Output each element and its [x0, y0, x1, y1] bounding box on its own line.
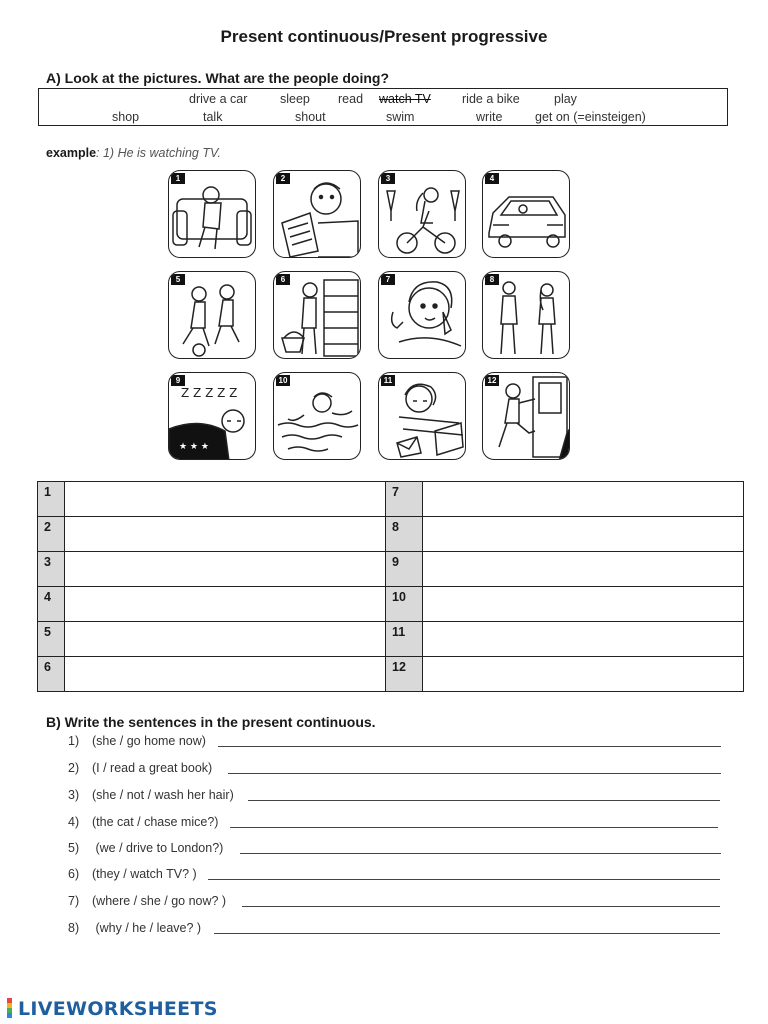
girl-writing-letter-icon	[379, 373, 466, 460]
page-title: Present continuous/Present progressive	[220, 27, 548, 46]
item-number: 2)	[68, 761, 80, 775]
answer-cell[interactable]	[65, 482, 386, 517]
answer-cell[interactable]	[423, 587, 744, 622]
answer-line[interactable]	[248, 800, 720, 801]
word: talk	[203, 110, 223, 124]
footer-logo[interactable]	[4, 996, 218, 1022]
man-driving-car-icon	[483, 171, 570, 258]
item-number: 3)	[68, 788, 80, 802]
picture-number: 5	[171, 274, 185, 285]
picture-4	[482, 170, 570, 258]
picture-5	[168, 271, 256, 359]
example-line	[46, 146, 221, 160]
row-number: 5	[38, 622, 65, 657]
item-prompt: (they / watch TV? )	[92, 867, 197, 881]
picture-number: 8	[485, 274, 499, 285]
item-number: 1)	[68, 734, 80, 748]
answer-cell[interactable]	[423, 482, 744, 517]
answer-cell[interactable]	[423, 622, 744, 657]
picture-8	[482, 271, 570, 359]
answer-line[interactable]	[214, 933, 720, 934]
item-number: 6)	[68, 867, 80, 881]
answer-cell[interactable]	[423, 552, 744, 587]
item-prompt: (why / he / leave? )	[92, 921, 202, 935]
item-prompt: (we / drive to London?)	[92, 841, 224, 855]
row-number: 12	[386, 657, 423, 692]
table-row	[38, 657, 744, 692]
answer-cell[interactable]	[65, 657, 386, 692]
row-number: 9	[386, 552, 423, 587]
people-talking-icon	[483, 272, 570, 359]
picture-number: 1	[171, 173, 185, 184]
item-prompt: (where / she / go now? )	[92, 894, 227, 908]
man-reading-magazine-icon	[274, 171, 361, 258]
row-number: 1	[38, 482, 65, 517]
answer-cell[interactable]	[65, 587, 386, 622]
table-row	[38, 552, 744, 587]
table-row	[38, 517, 744, 552]
sentence-item	[68, 815, 218, 829]
picture-3	[378, 170, 466, 258]
man-in-armchair-icon	[169, 171, 256, 258]
picture-10	[273, 372, 361, 460]
item-number: 7)	[68, 894, 80, 908]
person-swimming-icon	[274, 373, 361, 460]
person-sleeping-icon	[169, 373, 256, 460]
picture-1	[168, 170, 256, 258]
answer-line[interactable]	[228, 773, 721, 774]
table-row	[38, 622, 744, 657]
word: shop	[112, 110, 140, 124]
word: get on (=einsteigen)	[535, 110, 646, 124]
word-box	[38, 88, 728, 126]
example-text: : 1) He is watching TV.	[96, 146, 221, 160]
boys-playing-football-icon	[169, 272, 256, 359]
answer-line[interactable]	[230, 827, 718, 828]
answer-line[interactable]	[208, 879, 720, 880]
row-number: 10	[386, 587, 423, 622]
man-shopping-icon	[274, 272, 361, 359]
sentence-item	[68, 841, 223, 855]
sentence-item	[68, 788, 234, 802]
item-prompt: (the cat / chase mice?)	[92, 815, 219, 829]
brand-name: LIVEWORKSHEETS	[18, 998, 218, 1020]
picture-12	[482, 372, 570, 460]
answer-cell[interactable]	[423, 657, 744, 692]
row-number: 7	[386, 482, 423, 517]
picture-number: 9	[171, 375, 185, 386]
picture-11	[378, 372, 466, 460]
answer-line[interactable]	[240, 853, 721, 854]
row-number: 2	[38, 517, 65, 552]
answer-table	[37, 481, 744, 692]
table-row	[38, 482, 744, 517]
item-number: 5)	[68, 841, 80, 855]
answer-cell[interactable]	[65, 517, 386, 552]
picture-7	[378, 271, 466, 359]
section-a-heading: A) Look at the pictures. What are the people doing?	[46, 70, 390, 86]
picture-number: 6	[276, 274, 290, 285]
item-prompt: (she / not / wash her hair)	[92, 788, 234, 802]
answer-line[interactable]	[242, 906, 720, 907]
man-getting-on-train-icon	[483, 373, 570, 460]
word: shout	[295, 110, 326, 124]
item-number: 4)	[68, 815, 80, 829]
svg-text:Z Z Z Z Z: Z Z Z Z Z	[181, 386, 238, 400]
answer-line[interactable]	[218, 746, 721, 747]
row-number: 11	[386, 622, 423, 657]
item-prompt: (she / go home now)	[92, 734, 206, 748]
word-struck-example: watch TV	[379, 92, 431, 106]
sentence-item	[68, 867, 197, 881]
example-label: example	[46, 146, 97, 160]
answer-cell[interactable]	[423, 517, 744, 552]
word: play	[554, 92, 577, 106]
picture-2	[273, 170, 361, 258]
liveworksheets-logo-icon	[4, 998, 16, 1020]
answer-cell[interactable]	[65, 552, 386, 587]
word: read	[338, 92, 364, 106]
item-number: 8)	[68, 921, 80, 935]
sentence-item	[68, 894, 226, 908]
word: sleep	[280, 92, 310, 106]
logo-block	[7, 1013, 12, 1018]
picture-number: 10	[276, 375, 290, 386]
row-number: 3	[38, 552, 65, 587]
word: swim	[386, 110, 415, 124]
woman-talking-phone-icon	[379, 272, 466, 359]
picture-number: 4	[485, 173, 499, 184]
picture-number: 2	[276, 173, 290, 184]
word: write	[476, 110, 503, 124]
answer-cell[interactable]	[65, 622, 386, 657]
table-row	[38, 587, 744, 622]
item-prompt: (I / read a great book)	[92, 761, 213, 775]
svg-text:★ ★ ★: ★ ★ ★	[179, 442, 209, 452]
row-number: 6	[38, 657, 65, 692]
word: drive a car	[189, 92, 248, 106]
sentence-item	[68, 761, 212, 775]
row-number: 4	[38, 587, 65, 622]
sentence-item	[68, 921, 201, 935]
picture-6	[273, 271, 361, 359]
picture-number: 12	[485, 375, 499, 386]
word: ride a bike	[462, 92, 520, 106]
picture-9	[168, 372, 256, 460]
section-b-heading: B) Write the sentences in the present continuous.	[46, 714, 376, 730]
picture-number: 7	[381, 274, 395, 285]
picture-number: 3	[381, 173, 395, 184]
sentence-item	[68, 734, 206, 748]
girl-riding-bike-icon	[379, 171, 466, 258]
picture-number: 11	[381, 375, 395, 386]
row-number: 8	[386, 517, 423, 552]
